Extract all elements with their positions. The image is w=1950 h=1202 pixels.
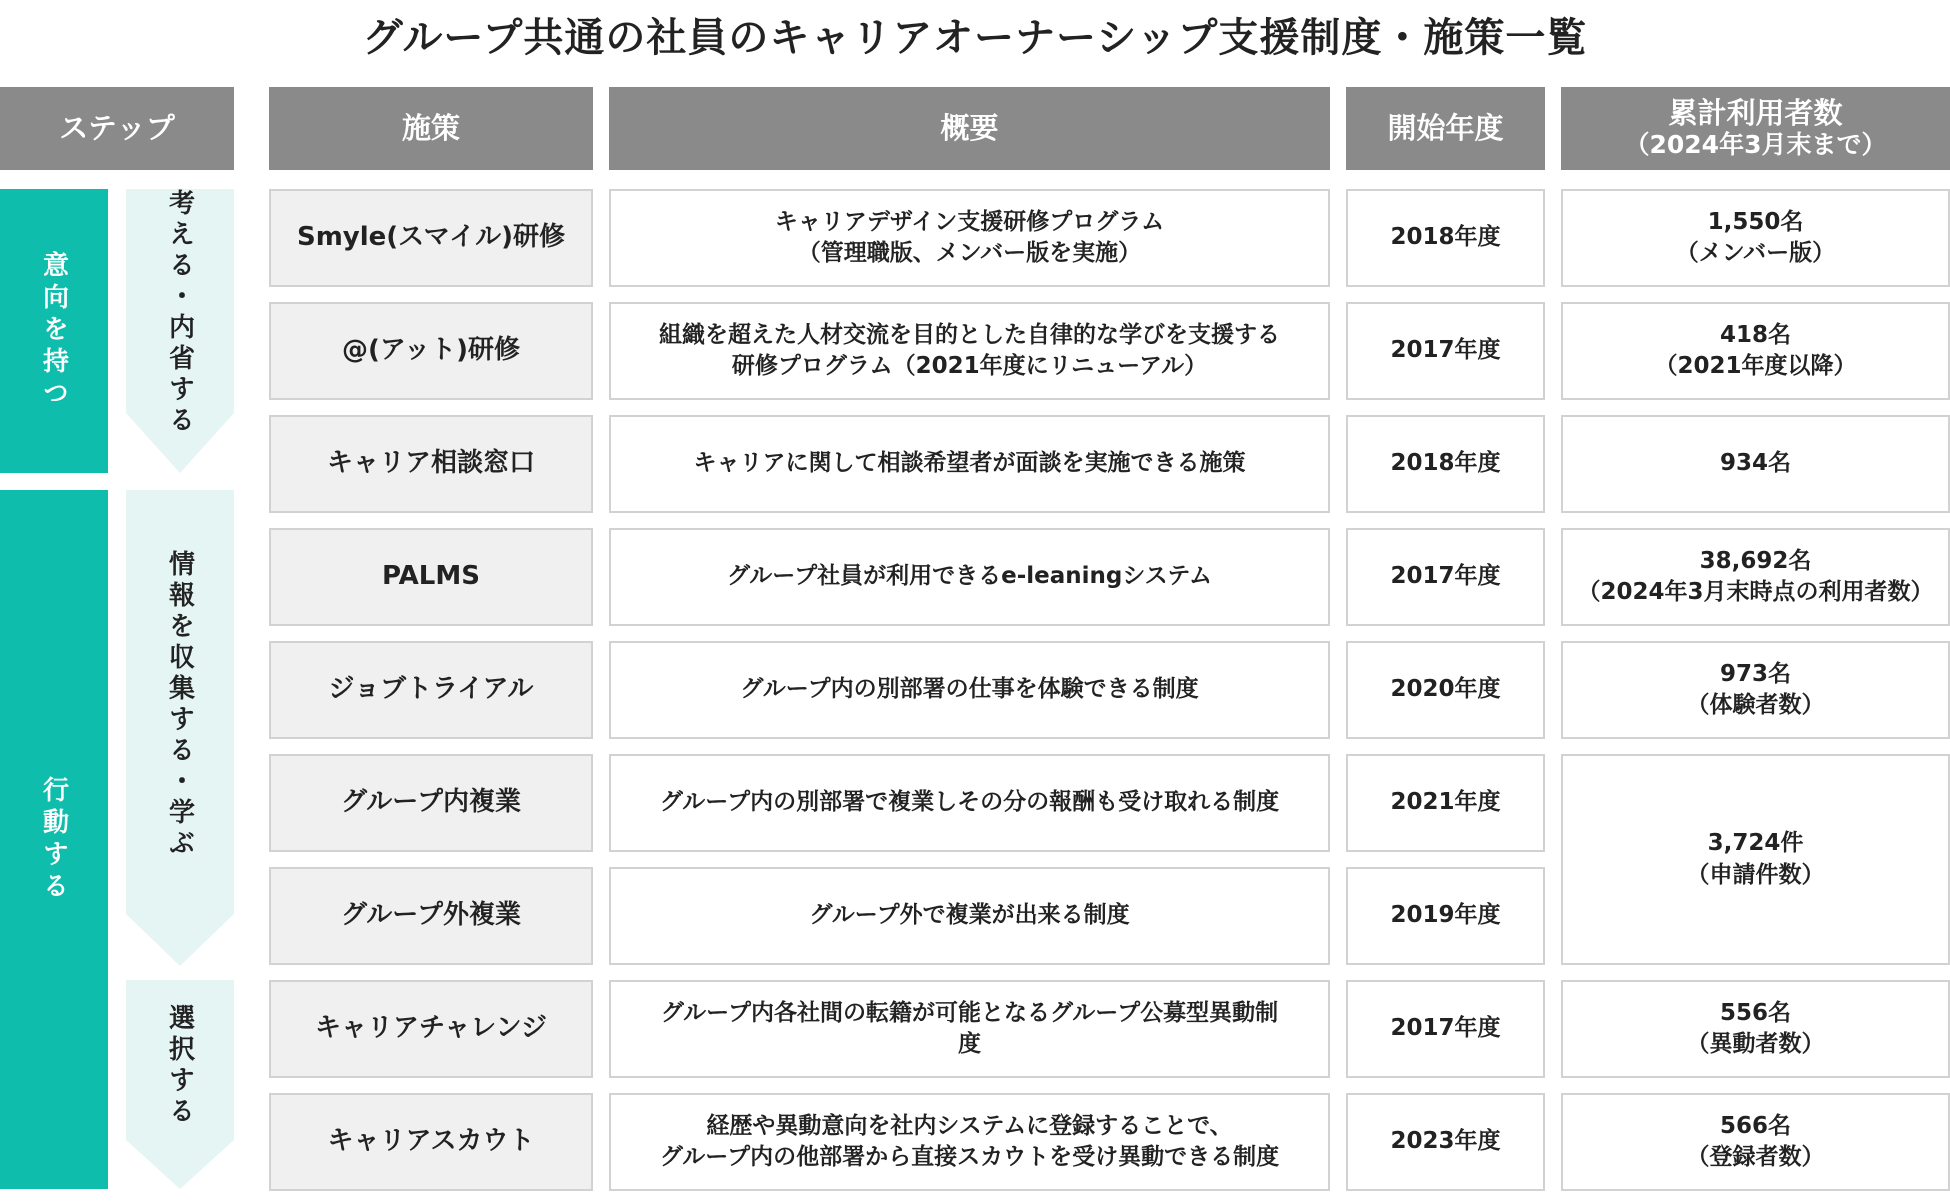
start-year: 2017年度	[1390, 337, 1501, 364]
users-count: 566名	[1719, 1112, 1791, 1139]
measure-name: @(アット)研修	[342, 335, 520, 366]
summary-cell	[609, 641, 1330, 739]
substep-gather-learn-label: 情報を収集する・学ぶ	[164, 550, 195, 860]
users-count: 38,692名	[1699, 547, 1812, 574]
start-year: 2018年度	[1390, 450, 1501, 477]
users-count: 973名	[1719, 660, 1791, 687]
measure-name: PALMS	[382, 561, 480, 592]
users-note: （2024年3月末時点の利用者数）	[1577, 579, 1934, 605]
start-year: 2019年度	[1390, 902, 1501, 929]
start-year: 2021年度	[1390, 789, 1501, 816]
summary-line: グループ社員が利用できるe-leaningシステム	[726, 563, 1213, 590]
summary-cell	[609, 980, 1330, 1078]
summary-line: キャリアに関して相談希望者が面談を実施できる施策	[693, 450, 1246, 477]
start-year-cell	[1346, 1093, 1545, 1191]
measure-name-cell	[269, 867, 593, 965]
measure-name-cell	[269, 528, 593, 626]
summary-line: キャリアデザイン支援研修プログラム	[774, 208, 1165, 235]
users-note: （2021年度以降）	[1654, 353, 1857, 379]
header-step-label: ステップ	[59, 110, 175, 145]
substep-gather-learn	[126, 490, 234, 966]
measure-name: Smyle(スマイル)研修	[296, 222, 566, 253]
summary-line: 組織を超えた人材交流を目的とした自律的な学びを支援する	[659, 321, 1280, 348]
summary-line: グループ内各社間の転籍が可能となるグループ公募型異動制	[660, 999, 1279, 1026]
start-year: 2017年度	[1390, 1015, 1501, 1042]
start-year: 2020年度	[1390, 676, 1501, 703]
measure-name-cell	[269, 641, 593, 739]
substep-choose	[126, 980, 234, 1189]
measure-name: グループ外複業	[341, 900, 521, 931]
substep-reflect	[126, 189, 234, 473]
header-measure	[269, 87, 593, 170]
users-note: （異動者数）	[1686, 1031, 1825, 1057]
measure-name: キャリア相談窓口	[326, 448, 535, 479]
users-cell-merged	[1561, 754, 1950, 965]
users-cell	[1561, 528, 1950, 626]
users-count: 556名	[1719, 999, 1791, 1026]
summary-line: 度	[958, 1031, 981, 1057]
start-year-cell	[1346, 528, 1545, 626]
start-year-cell	[1346, 641, 1545, 739]
substep-reflect-label: 考える・内省する	[164, 189, 195, 437]
summary-line: 経歴や異動意向を社内システムに登録することで、	[706, 1112, 1233, 1139]
start-year: 2017年度	[1390, 563, 1501, 590]
header-start-year-label: 開始年度	[1387, 110, 1504, 145]
measure-name-cell	[269, 980, 593, 1078]
start-year-cell	[1346, 415, 1545, 513]
header-start-year	[1346, 87, 1545, 170]
header-measure-label: 施策	[401, 110, 460, 145]
users-cell	[1561, 415, 1950, 513]
summary-line: グループ内の別部署で複業しその分の報酬も受け取れる制度	[659, 789, 1280, 816]
start-year-cell	[1346, 302, 1545, 400]
measure-name-cell	[269, 1093, 593, 1191]
measure-name-cell	[269, 302, 593, 400]
users-cell	[1561, 980, 1950, 1078]
summary-line: （管理職版、メンバー版を実施）	[797, 240, 1142, 266]
summary-cell	[609, 189, 1330, 287]
start-year-cell	[1346, 867, 1545, 965]
users-note: （申請件数）	[1686, 861, 1825, 888]
summary-cell	[609, 1093, 1330, 1191]
users-count: 418名	[1719, 321, 1791, 348]
users-cell	[1561, 641, 1950, 739]
measure-name: キャリアスカウト	[327, 1126, 535, 1157]
users-note: （メンバー版）	[1675, 240, 1836, 266]
summary-cell	[609, 415, 1330, 513]
users-count: 1,550名	[1707, 208, 1804, 235]
start-year-cell	[1346, 754, 1545, 852]
phase-intent-label: 意向を持つ	[38, 251, 69, 411]
start-year-cell	[1346, 189, 1545, 287]
measure-name-cell	[269, 415, 593, 513]
summary-cell	[609, 302, 1330, 400]
users-cell	[1561, 302, 1950, 400]
header-summary-label: 概要	[940, 110, 999, 145]
header-summary	[609, 87, 1330, 170]
measure-name: ジョブトライアル	[328, 674, 534, 705]
start-year: 2023年度	[1390, 1128, 1501, 1155]
measure-name-cell	[269, 189, 593, 287]
phase-action	[0, 490, 108, 1189]
phase-action-label: 行動する	[38, 775, 69, 904]
measure-name-cell	[269, 754, 593, 852]
substep-choose-label: 選択する	[164, 1004, 195, 1128]
users-note: （体験者数）	[1686, 692, 1825, 718]
header-users	[1561, 87, 1950, 170]
summary-cell	[609, 528, 1330, 626]
measure-name: グループ内複業	[341, 787, 521, 818]
summary-cell	[609, 754, 1330, 852]
summary-line: グループ外で複業が出来る制度	[809, 902, 1130, 929]
summary-line: 研修プログラム（2021年度にリニューアル）	[731, 353, 1208, 379]
measure-name: キャリアチャレンジ	[315, 1013, 547, 1044]
phase-intent	[0, 189, 108, 473]
summary-cell	[609, 867, 1330, 965]
summary-line: グループ内の別部署の仕事を体験できる制度	[740, 676, 1199, 703]
summary-line: グループ内の他部署から直接スカウトを受け異動できる制度	[659, 1144, 1280, 1170]
users-cell	[1561, 1093, 1950, 1191]
users-count: 3,724件	[1707, 830, 1804, 857]
page-title: グループ共通の社員のキャリアオーナーシップ支援制度・施策一覧	[362, 15, 1588, 61]
start-year: 2018年度	[1390, 224, 1501, 251]
users-count: 934名	[1719, 450, 1791, 477]
header-users-label: 累計利用者数	[1668, 96, 1843, 131]
users-cell	[1561, 189, 1950, 287]
start-year-cell	[1346, 980, 1545, 1078]
header-step	[0, 87, 234, 170]
header-users-sublabel: （2024年3月末まで）	[1624, 129, 1887, 159]
users-note: （登録者数）	[1686, 1144, 1825, 1170]
